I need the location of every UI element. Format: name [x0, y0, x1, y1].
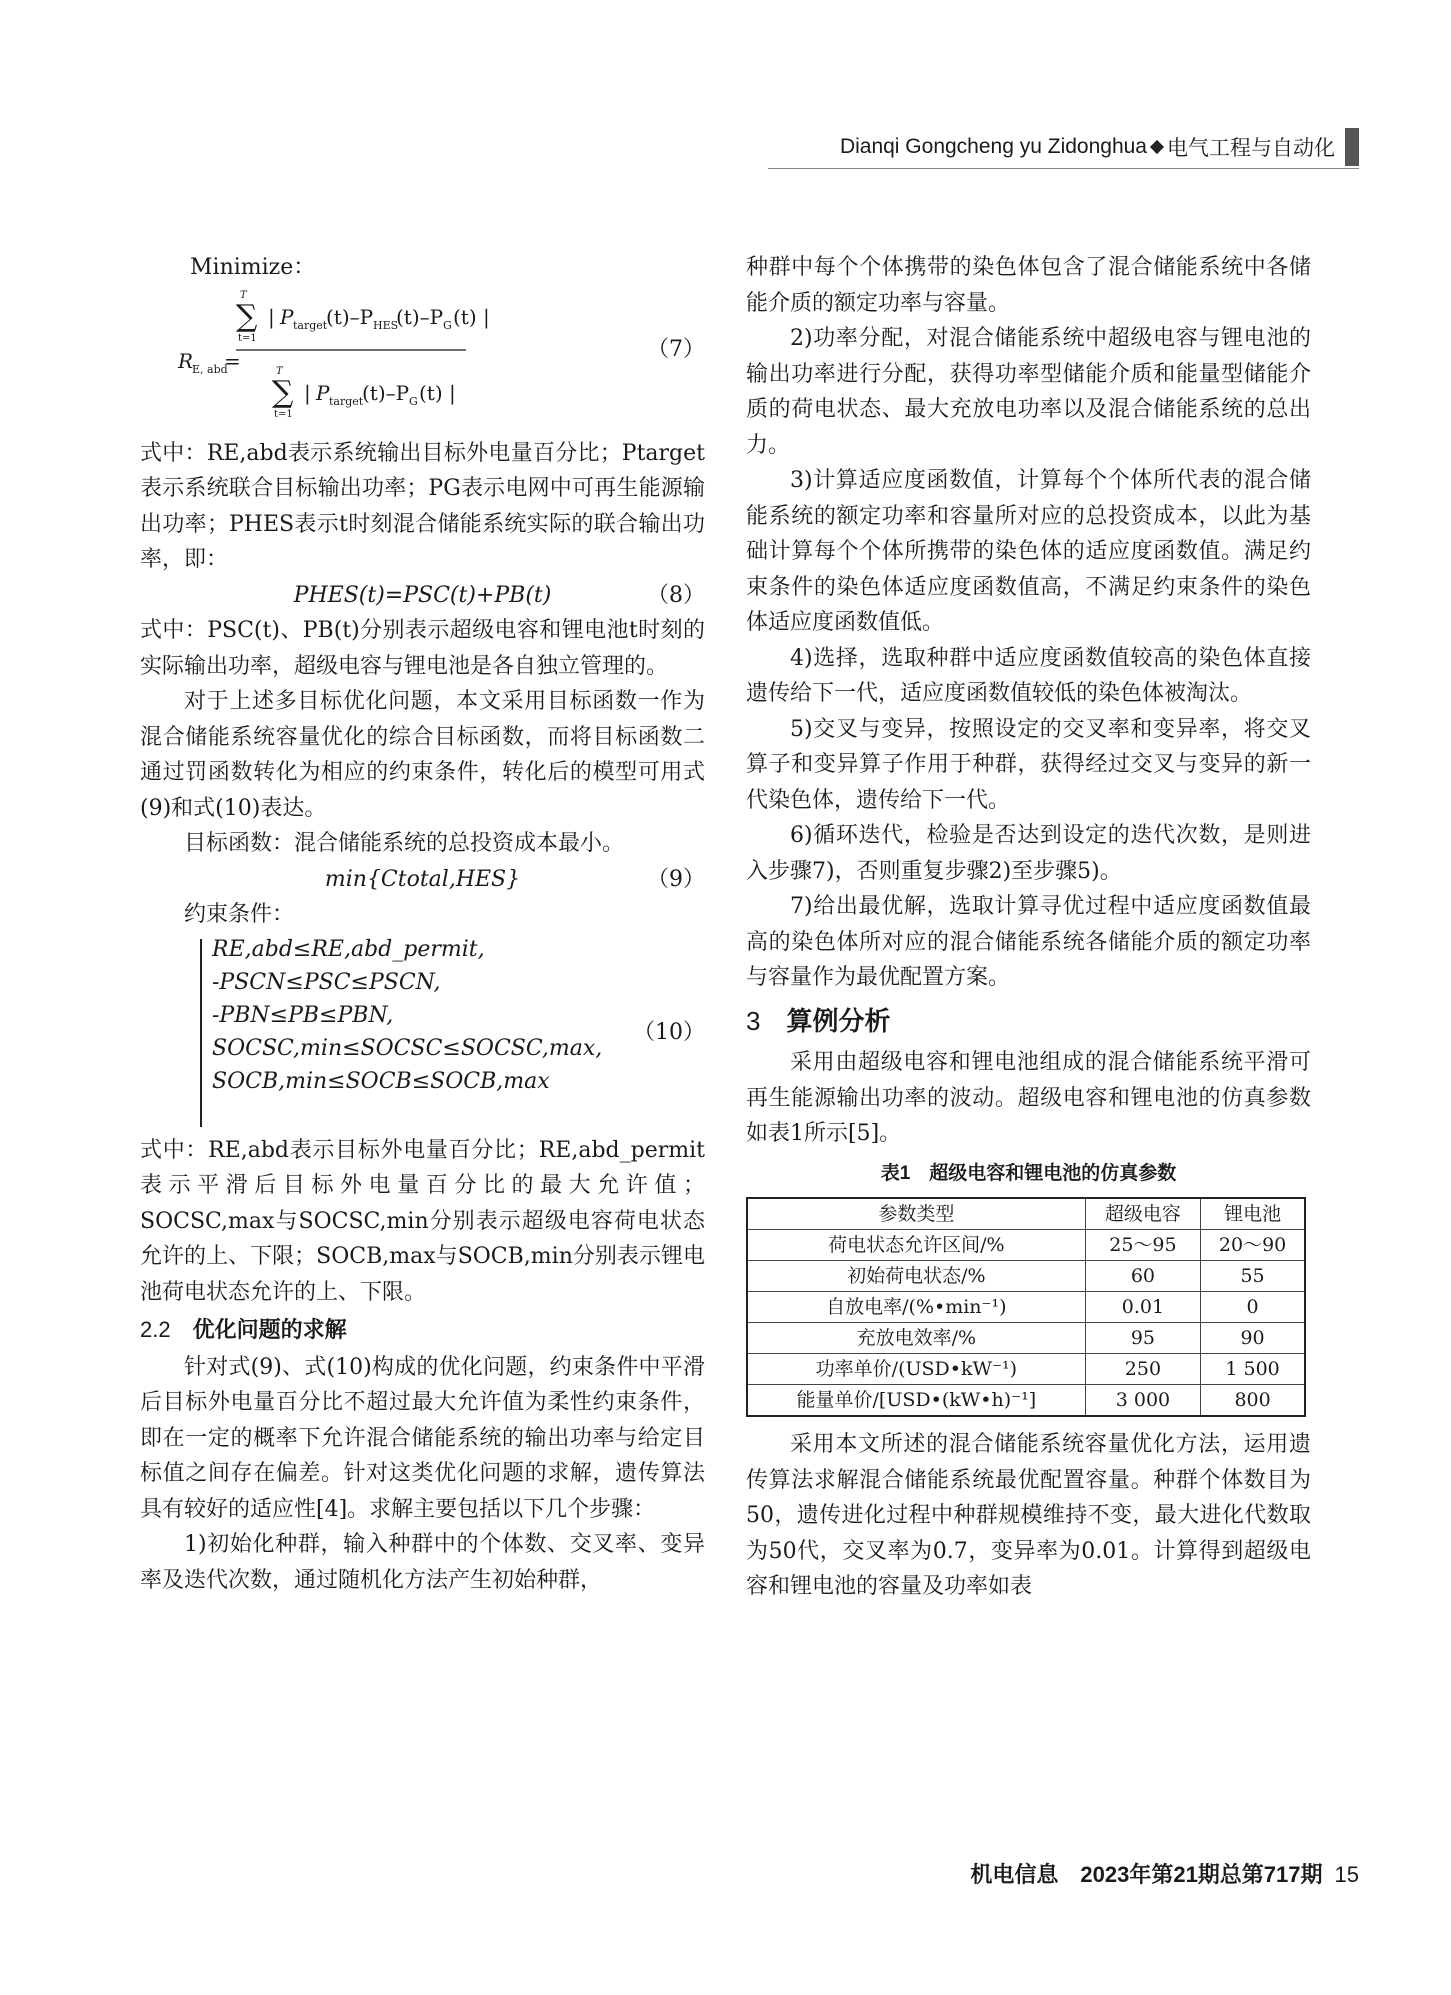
table-header-cell: 锂电池 [1201, 1198, 1305, 1230]
paragraph: 1)初始化种群，输入种群中的个体数、交叉率、变异率及迭代次数，通过随机化方法产生初始种群， [140, 1532, 705, 1593]
svg-text:t=1: t=1 [238, 332, 257, 344]
constraint-line: RE,abd≤RE,abd_permit, [212, 936, 485, 962]
table-cell: 20～90 [1201, 1230, 1305, 1261]
svg-text:target: target [329, 394, 364, 408]
svg-text:T: T [240, 289, 247, 301]
equation-7-number: （7） [647, 336, 705, 362]
svg-text:∑: ∑ [236, 298, 258, 334]
section-number: 3 [746, 1005, 761, 1036]
paragraph: 对于上述多目标优化问题，本文采用目标函数一作为混合储能系统容量优化的综合目标函数，而将目标函数二通过罚函数转化为相应的约束条件，转化后的模型可用式(9)和式(10)表达。 [140, 689, 705, 821]
header-pinyin: Dianqi Gongcheng yu Zidonghua [839, 135, 1147, 158]
table-row [747, 1230, 1305, 1261]
section-heading [140, 1312, 705, 1348]
left-column [140, 250, 705, 1598]
paragraph: 2)功率分配，对混合储能系统中超级电容与锂电池的输出功率进行分配，获得功率型储能介质和能量型储能介质的荷电状态、最大充放电功率以及混合储能系统的总出力。 [746, 326, 1311, 458]
table-cell: 1 500 [1201, 1354, 1305, 1385]
journal-info: 机电信息 2023年第21期总第717期 [970, 1862, 1323, 1887]
table-cell: 90 [1201, 1323, 1305, 1354]
equation-8 [140, 578, 705, 614]
svg-text:P: P [316, 380, 330, 405]
table-cell: 自放电率/(%•min⁻¹) [747, 1292, 1085, 1323]
svg-text:∑: ∑ [272, 374, 294, 410]
header-title: 电气工程与自动化 [1167, 137, 1335, 160]
paragraph: 目标函数：混合储能系统的总投资成本最小。 [184, 831, 625, 856]
paragraph: 约束条件： [184, 902, 295, 927]
table-row [747, 1385, 1305, 1417]
equation-10-lines [212, 933, 602, 1098]
paragraph: 式中：RE,abd表示目标外电量百分比；RE,abd_permit表示平滑后目标外电量百分比的最大允许值；SOCSC,max与SOCSC,min分别表示超级电容荷电状态允许的上、下限；SOCB,max与SOCB,min分别表示锂电池荷电状态允许的上、下限。 [140, 1137, 705, 1305]
table-cell: 250 [1085, 1354, 1200, 1385]
header-rule [768, 168, 1359, 169]
header-bar [1345, 128, 1359, 166]
table-cell: 95 [1085, 1323, 1200, 1354]
constraint-line: SOCB,min≤SOCB≤SOCB,max [212, 1068, 550, 1094]
equation-8-number: （8） [647, 582, 705, 608]
svg-text:(t)–P: (t)–P [326, 304, 374, 329]
table-cell: 功率单价/(USD•kW⁻¹) [747, 1354, 1085, 1385]
section-number: 2.2 [140, 1317, 171, 1342]
table-cell: 荷电状态允许区间/% [747, 1230, 1085, 1261]
equation-8-text: PHES(t)=PSC(t)+PB(t) [293, 582, 552, 608]
paragraph: 式中：PSC(t)、PB(t)分别表示超级电容和锂电池t时刻的实际输出功率，超级电容与锂电池是各自独立管理的。 [140, 618, 705, 679]
minimize-label: Minimize： [190, 255, 316, 280]
svg-text:(t)–P: (t)–P [396, 304, 444, 329]
table-cell: 55 [1201, 1261, 1305, 1292]
table-cell: 能量单价/[USD•(kW•h)⁻¹] [747, 1385, 1085, 1417]
table-cell: 0 [1201, 1292, 1305, 1323]
svg-text:G: G [409, 394, 418, 408]
running-header [840, 128, 1359, 166]
paragraph: 7)给出最优解，选取计算寻优过程中适应度函数值最高的染色体所对应的混合储能系统各储能介质的额定功率与容量作为最优配置方案。 [746, 894, 1311, 990]
constraint-line: -PSCN≤PSC≤PSCN, [212, 969, 441, 995]
equation-10-number: （10） [633, 1019, 705, 1045]
constraint-line: -PBN≤PB≤PBN, [212, 1002, 394, 1028]
table-header-row [747, 1198, 1305, 1230]
svg-text:|: | [268, 304, 275, 329]
svg-text:HES: HES [373, 318, 399, 332]
table-cell: 初始荷电状态/% [747, 1261, 1085, 1292]
table-cell: 60 [1085, 1261, 1200, 1292]
svg-text:t=1: t=1 [274, 408, 293, 420]
svg-text:(t) |: (t) | [419, 380, 456, 405]
paragraph: 针对式(9)、式(10)构成的优化问题，约束条件中平滑后目标外电量百分比不超过最大允许值为柔性约束条件，即在一定的概率下允许混合储能系统的输出功率与给定目标值之间存在偏差。针对这类优化问题的求解，遗传算法具有较好的适应性[4]。求解主要包括以下几个步骤： [140, 1354, 705, 1522]
table-caption: 表1 超级电容和锂电池的仿真参数 [880, 1162, 1177, 1184]
table-row [747, 1323, 1305, 1354]
page-number: 15 [1334, 1862, 1359, 1887]
equation-7-formula [140, 286, 705, 436]
paragraph: 5)交叉与变异，按照设定的交叉率和变异率，将交叉算子和变异算子作用于种群，获得经过交叉与变异的新一代染色体，遗传给下一代。 [746, 716, 1311, 813]
diamond-icon [1150, 140, 1164, 154]
paragraph: 6)循环迭代，检验是否达到设定的迭代次数，是则进入步骤7)，否则重复步骤2)至步骤5)。 [746, 823, 1311, 884]
table-cell: 3 000 [1085, 1385, 1200, 1417]
equation-9-number: （9） [647, 866, 705, 892]
paragraph: 4)选择，选取种群中适应度函数值较高的染色体直接遗传给下一代，适应度函数值较低的染色体被淘汰。 [746, 645, 1311, 706]
paragraph: 种群中每个个体携带的染色体包含了混合储能系统中各储能介质的额定功率与容量。 [746, 255, 1311, 316]
svg-text:target: target [293, 318, 328, 332]
brace [200, 939, 210, 1127]
table-row [747, 1292, 1305, 1323]
svg-text:T: T [276, 365, 283, 377]
table-cell: 800 [1201, 1385, 1305, 1417]
table-cell: 25～95 [1085, 1230, 1200, 1261]
svg-text:|: | [304, 380, 311, 405]
svg-text:G: G [443, 318, 452, 332]
paragraph: 采用本文所述的混合储能系统容量优化方法，运用遗传算法求解混合储能系统最优配置容量。种群个体数目为50，遗传进化过程中种群规模维持不变，最大进化代数取为50代，交叉率为0.7，变异率为0.01。计算得到超级电容和锂电池的容量及功率如表 [746, 1432, 1311, 1599]
table-cell: 充放电效率/% [747, 1323, 1085, 1354]
svg-text:R: R [178, 348, 194, 373]
table-header-cell: 超级电容 [1085, 1198, 1200, 1230]
parameter-table [746, 1197, 1306, 1417]
svg-text:(t) |: (t) | [453, 304, 490, 329]
table-row [747, 1261, 1305, 1292]
table-row [747, 1354, 1305, 1385]
svg-text:(t)–P: (t)–P [362, 380, 410, 405]
section-title: 优化问题的求解 [192, 1317, 347, 1342]
svg-text:P: P [280, 304, 294, 329]
equation-9 [140, 862, 705, 898]
paragraph: 3)计算适应度函数值，计算每个个体所代表的混合储能系统的额定功率和容量所对应的总投资成本，以此为基础计算每个个体所携带的染色体的适应度函数值。满足约束条件的染色体适应度函数值高，不满足约束条件的染色体适应度函数值低。 [746, 468, 1311, 635]
constraint-line: SOCSC,min≤SOCSC≤SOCSC,max, [212, 1035, 603, 1061]
section-title: 算例分析 [786, 1005, 891, 1036]
paragraph: 采用由超级电容和锂电池组成的混合储能系统平滑可再生能源输出功率的波动。超级电容和锂电池的仿真参数如表1所示[5]。 [746, 1050, 1311, 1146]
page-footer [970, 1858, 1359, 1889]
equation-7 [140, 286, 705, 436]
equation-10 [140, 933, 705, 1133]
equation-9-text: min{Ctotal,HES} [324, 866, 521, 892]
table-cell: 0.01 [1085, 1292, 1200, 1323]
section-heading [746, 1004, 1311, 1040]
svg-text:E, abd: E, abd [192, 362, 228, 376]
paragraph: 式中：RE,abd表示系统输出目标外电量百分比；Ptarget表示系统联合目标输出功率；PG表示电网中可再生能源输出功率；PHES表示t时刻混合储能系统实际的联合输出功率，即： [140, 440, 705, 572]
svg-text:=: = [224, 348, 241, 373]
table-header-cell: 参数类型 [747, 1198, 1085, 1230]
right-column [746, 250, 1311, 1605]
